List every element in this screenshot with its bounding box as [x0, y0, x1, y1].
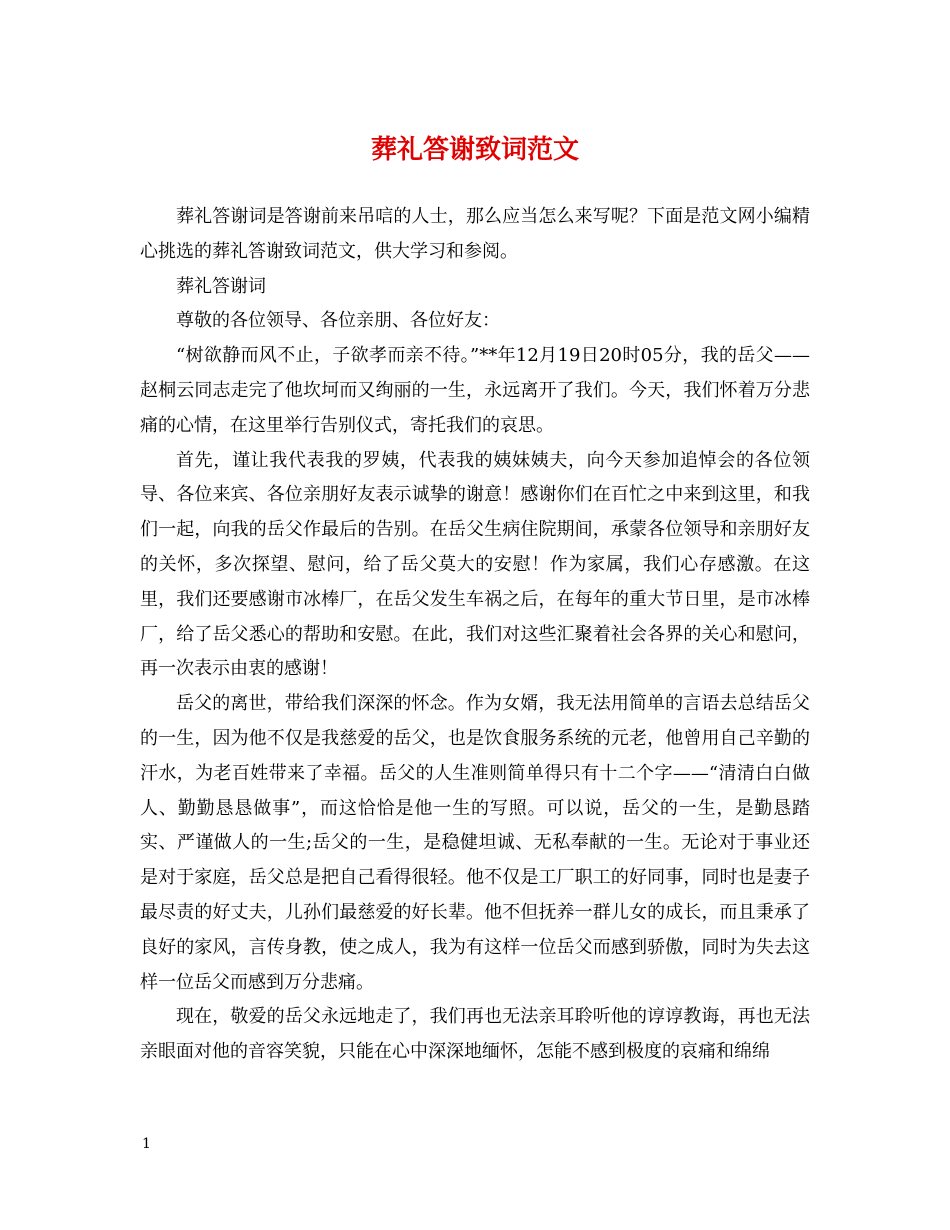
- paragraph-thanks: 首先，谨让我代表我的罗姨，代表我的姨妹姨夫，向今天参加追悼会的各位领导、各位来宾、各位亲朋好友表示诚挚的谢意！感谢你们在百忙之中来到这里，和我们一起，向我的岳父作最后的告别。在岳父生病住院期间，承蒙各位领导和亲朋好友的关怀，多次探望、慰问，给了岳父莫大的安慰！作为家属，我们心存感激。在这里，我们还要感谢市冰棒厂，在岳父发生车祸之后，在每年的重大节日里，是市冰棒厂，给了岳父悉心的帮助和安慰。在此，我们对这些汇聚着社会各界的关心和慰问，再一次表示由衷的感谢！: [140, 449, 810, 680]
- paragraph-closing: 现在，敬爱的岳父永远地走了，我们再也无法亲耳聆听他的谆谆教诲，再也无法亲眼面对他的音容笑貌，只能在心中深深地缅怀，怎能不感到极度的哀痛和绵绵: [140, 1006, 810, 1063]
- document-title: 葬礼答谢致词范文: [370, 135, 579, 165]
- paragraph-salutation: 尊敬的各位领导、各位亲朋、各位好友：: [176, 310, 500, 332]
- page-number: 1: [142, 1136, 151, 1152]
- paragraph-subheading: 葬礼答谢词: [176, 275, 266, 297]
- paragraph-intro: 葬礼答谢词是答谢前来吊唁的人士，那么应当怎么来写呢？下面是范文网小编精心挑选的葬礼答谢致词范文，供大学习和参阅。: [140, 206, 810, 262]
- document-body: [140, 200, 810, 1070]
- paragraph-remembrance: 岳父的离世，带给我们深深的怀念。作为女婿，我无法用简单的言语去总结岳父的一生，因为他不仅是我慈爱的岳父，也是饮食服务系统的元老，他曾用自己辛勤的汗水，为老百姓带来了幸福。岳父的人生准则简单得只有十二个字——“清清白白做人、勤勤恳恳做事”，而这恰恰是他一生的写照。可以说，岳父的一生，是勤恳踏实、严谨做人的一生;岳父的一生，是稳健坦诚、无私奉献的一生。无论对于事业还是对于家庭，岳父总是把自己看得很轻。他不仅是工厂职工的好同事，同时也是妻子最尽责的好丈夫，儿孙们最慈爱的好长辈。他不但抚养一群儿女的成长，而且秉承了良好的家风，言传身教，使之成人，我为有这样一位岳父而感到骄傲，同时为失去这样一位岳父而感到万分悲痛。: [140, 693, 810, 993]
- paragraph-opening: “树欲静而风不止，子欲孝而亲不待。”**年12月19日20时05分，我的岳父——赵桐云同志走完了他坎坷而又绚丽的一生，永远离开了我们。今天，我们怀着万分悲痛的心情，在这里举行告别仪式，寄托我们的哀思。: [140, 345, 810, 436]
